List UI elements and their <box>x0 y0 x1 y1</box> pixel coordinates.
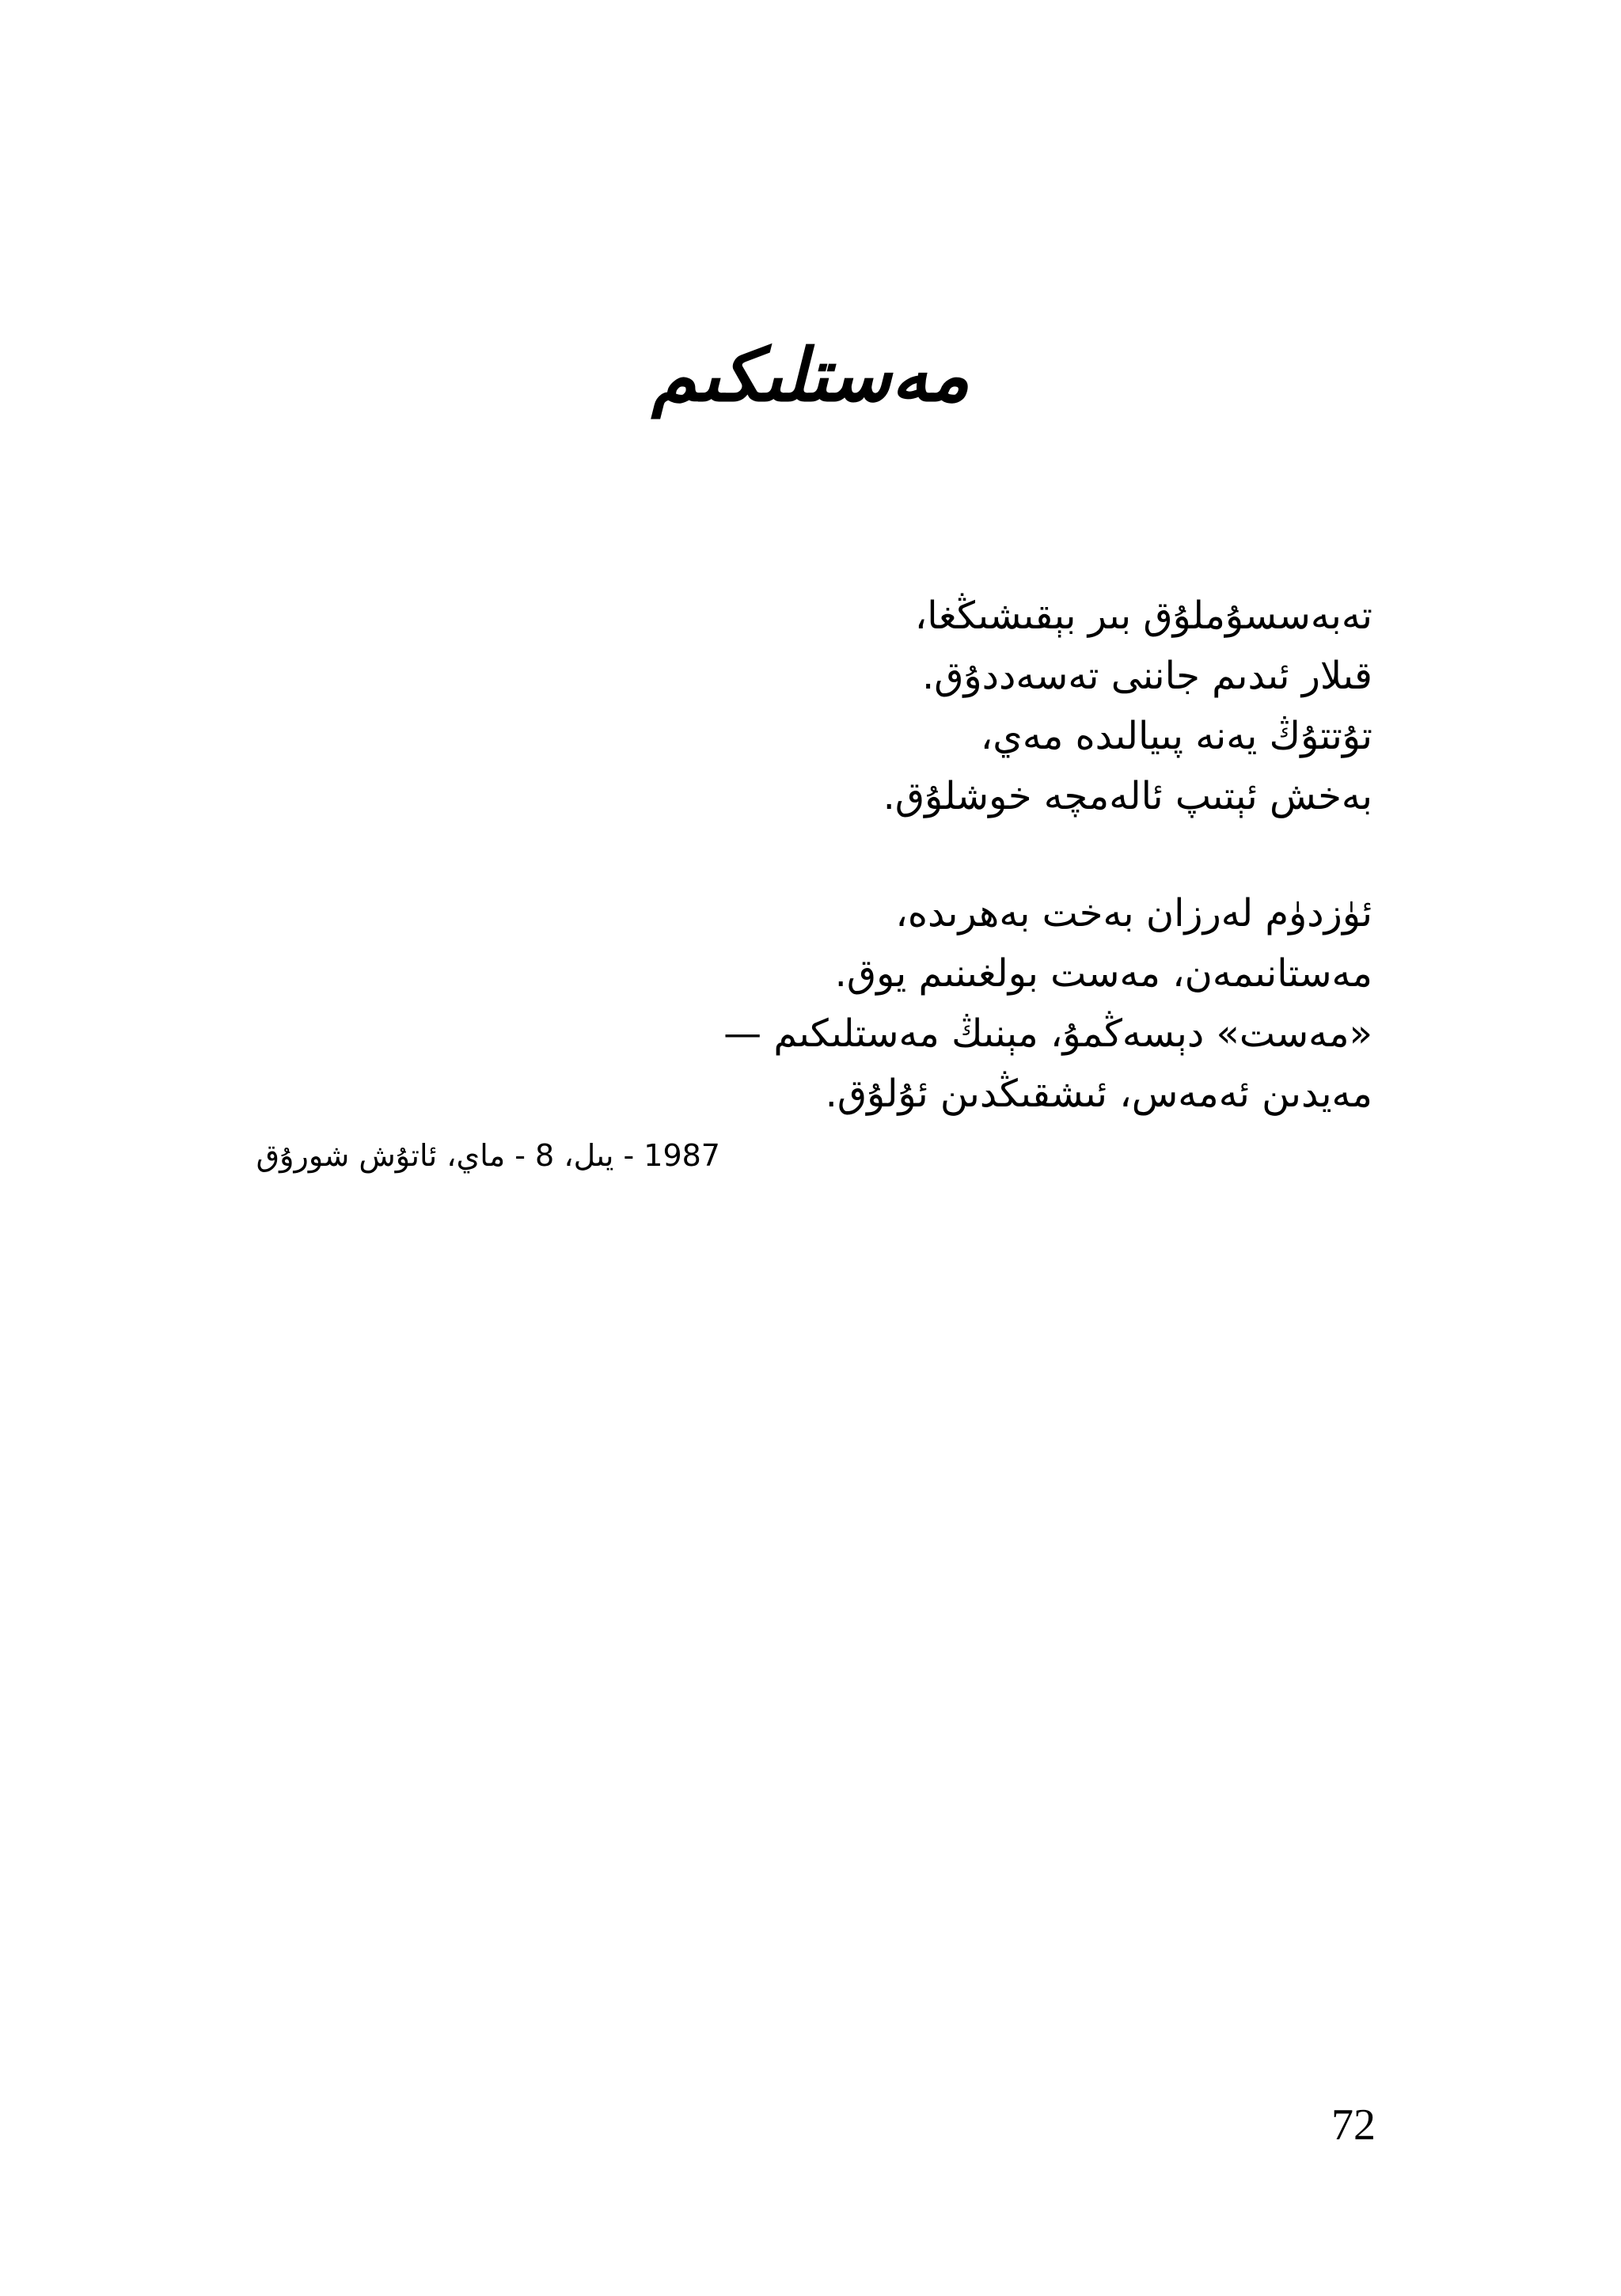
date-place-signature: 1987 - يىل، 8 - ماي، ئاتۇش شورۇق <box>256 1138 720 1173</box>
poem-line: ئۈزدۈم لەرزان بەخت بەھرىدە، <box>895 891 1372 935</box>
poem-line: مەيدىن ئەمەس، ئىشقىڭدىن ئۇلۇق. <box>825 1072 1372 1116</box>
poem-line: بەخش ئېتىپ ئالەمچە خوشلۇق. <box>883 774 1372 818</box>
stanza-1 <box>423 586 1372 826</box>
stanza-2 <box>423 883 1372 1124</box>
poem-line: قىلار ئىدىم جاننى تەسەددۇق. <box>922 654 1372 698</box>
poem-title: مەستلىكىم <box>651 333 970 418</box>
poem-body <box>423 586 1372 1181</box>
poem-line: مەستانىمەن، مەست بولغىنىم يوق. <box>834 951 1372 996</box>
poem-line: تەبەسسۇملۇق بىر بېقىشىڭغا، <box>914 594 1372 638</box>
poem-line: تۇتتۇڭ يەنە پىيالىدە مەي، <box>980 714 1372 758</box>
poem-line: «مەست» دېسەڭمۇ، مېنىڭ مەستلىكىم — <box>723 1011 1372 1056</box>
page-number: 72 <box>1331 2101 1376 2150</box>
